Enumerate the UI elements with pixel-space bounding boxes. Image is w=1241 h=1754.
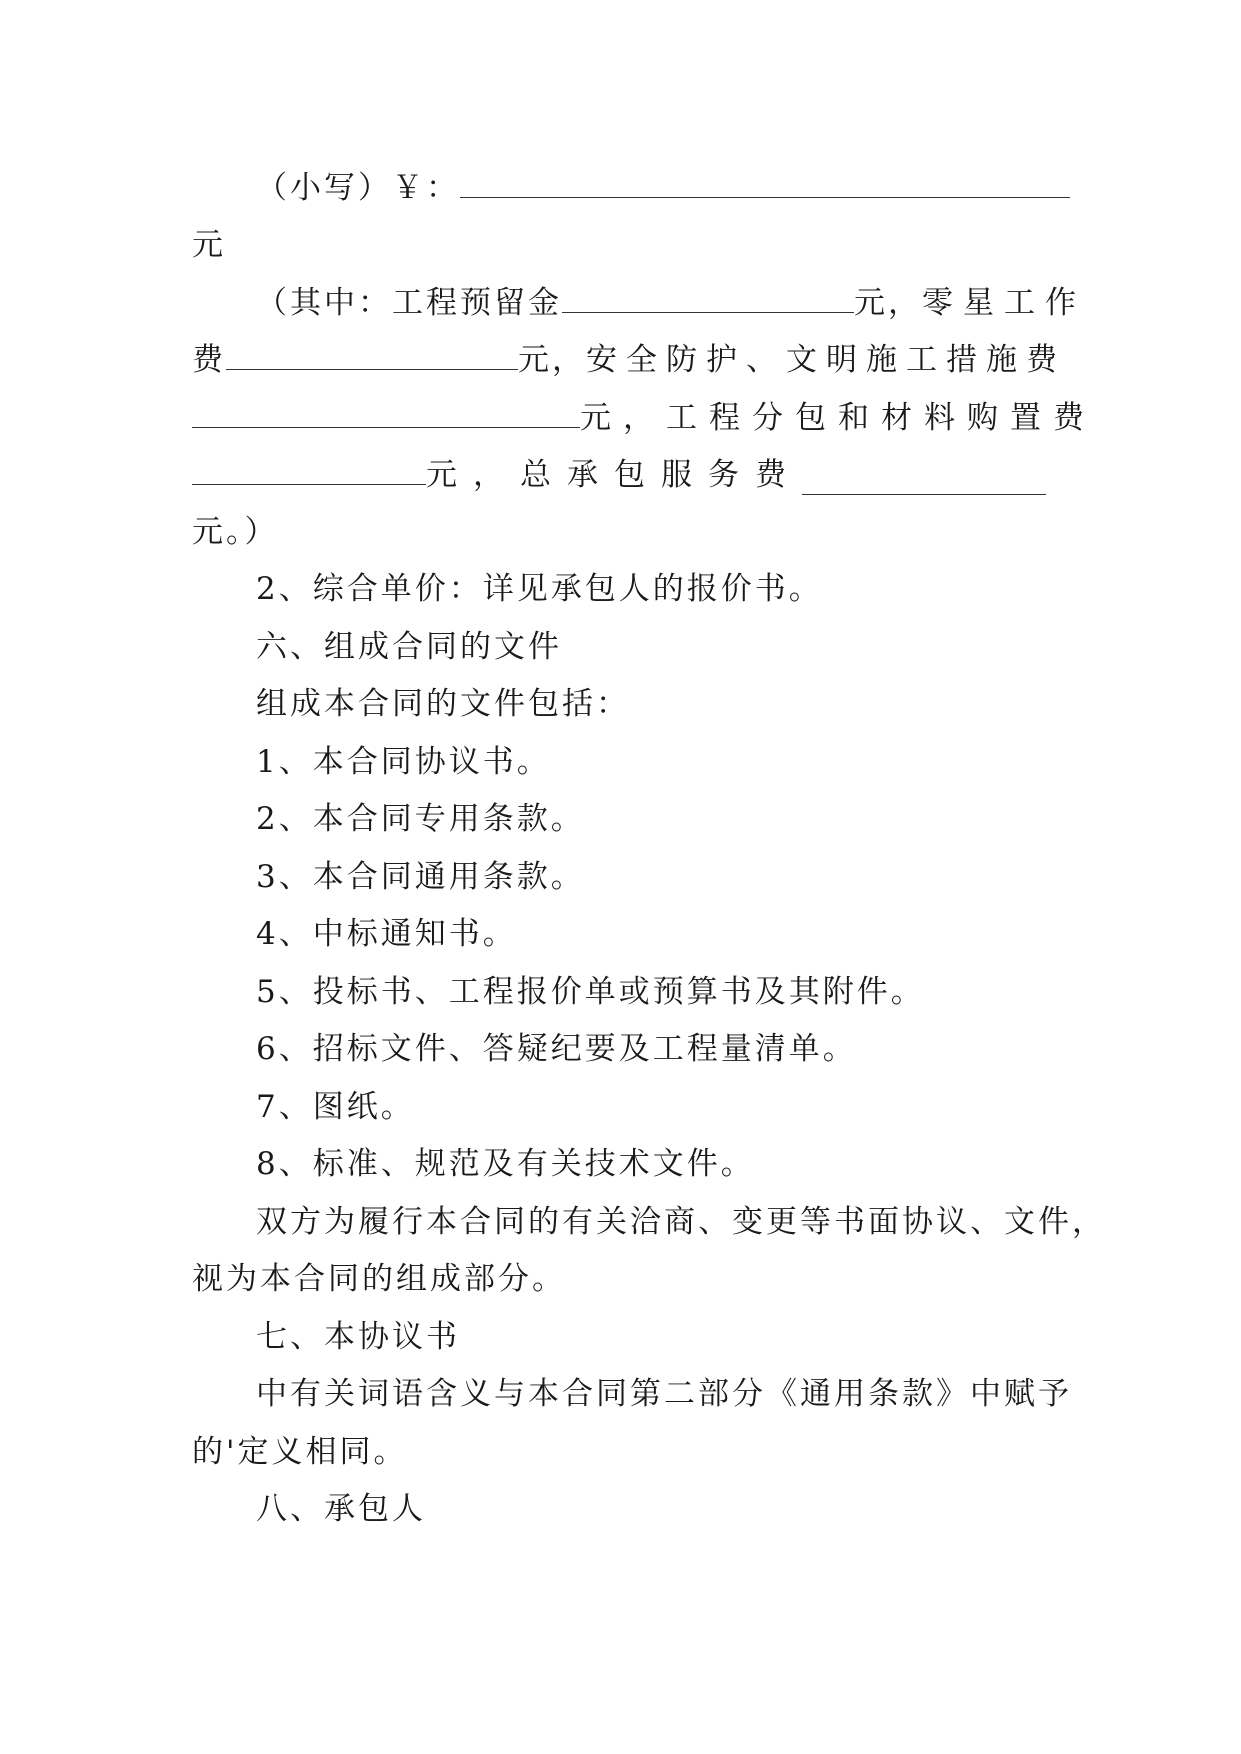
quote-yuan-1: 元，	[854, 285, 922, 321]
list-item: 7、图纸。	[256, 1089, 415, 1125]
small-amount-label: （小写）￥：	[256, 170, 460, 206]
sporadic-fee-blank	[226, 341, 518, 370]
list-item: 6、招标文件、答疑纪要及工程量清单。	[256, 1031, 857, 1067]
quote-end: 元。）	[192, 514, 279, 550]
fee-char: 费	[192, 342, 226, 378]
list-item: 5、投标书、工程报价单或预算书及其附件。	[256, 974, 925, 1010]
list-item: 3、本合同通用条款。	[256, 859, 585, 895]
quote-line-1	[256, 283, 1086, 323]
quote-yuan-4: 元，	[426, 457, 520, 493]
small-amount-blank	[460, 169, 1070, 198]
list-item: 2、本合同专用条款。	[256, 801, 585, 837]
subcontract-fee-label: 工程分包和材料购置费	[666, 400, 1096, 436]
small-amount-unit: 元	[192, 227, 226, 263]
meaning-paragraph-line-1: 中有关词语含义与本合同第二部分《通用条款》中赋予	[256, 1376, 1072, 1412]
quote-line-2	[192, 340, 1066, 380]
both-parties-paragraph-line-1: 双方为履行本合同的有关洽商、变更等书面协议、文件，	[256, 1204, 1106, 1240]
general-service-blank	[802, 466, 1046, 495]
quote-line-3	[192, 398, 1096, 438]
quote-yuan-2: 元，	[518, 342, 586, 378]
quote-yuan-3: 元，	[580, 400, 666, 436]
includes-paragraph: 组成本合同的文件包括：	[256, 686, 630, 722]
safety-fee-blank	[192, 399, 580, 428]
safety-fee-label: 安全防护、文明施工措施费	[586, 342, 1066, 378]
quote-prefix: （其中：工程预留金	[256, 285, 562, 321]
section-heading-6: 六、组成合同的文件	[256, 629, 562, 665]
quote-line-4	[192, 455, 1046, 495]
both-parties-paragraph-line-2: 视为本合同的组成部分。	[192, 1261, 566, 1297]
small-amount-line	[256, 168, 1046, 208]
section-heading-8: 八、承包人	[256, 1491, 426, 1527]
sporadic-work-label: 零星工作	[922, 285, 1086, 321]
meaning-paragraph-line-2: 的'定义相同。	[192, 1434, 408, 1470]
subcontract-fee-blank	[192, 456, 426, 485]
list-item: 1、本合同协议书。	[256, 744, 551, 780]
unit-price-paragraph: 2、综合单价：详见承包人的报价书。	[256, 571, 823, 607]
list-item: 8、标准、规范及有关技术文件。	[256, 1146, 755, 1182]
general-service-label: 总承包服务费	[520, 457, 802, 493]
reserve-fund-blank	[562, 284, 854, 313]
section-heading-7: 七、本协议书	[256, 1319, 460, 1355]
list-item: 4、中标通知书。	[256, 916, 517, 952]
